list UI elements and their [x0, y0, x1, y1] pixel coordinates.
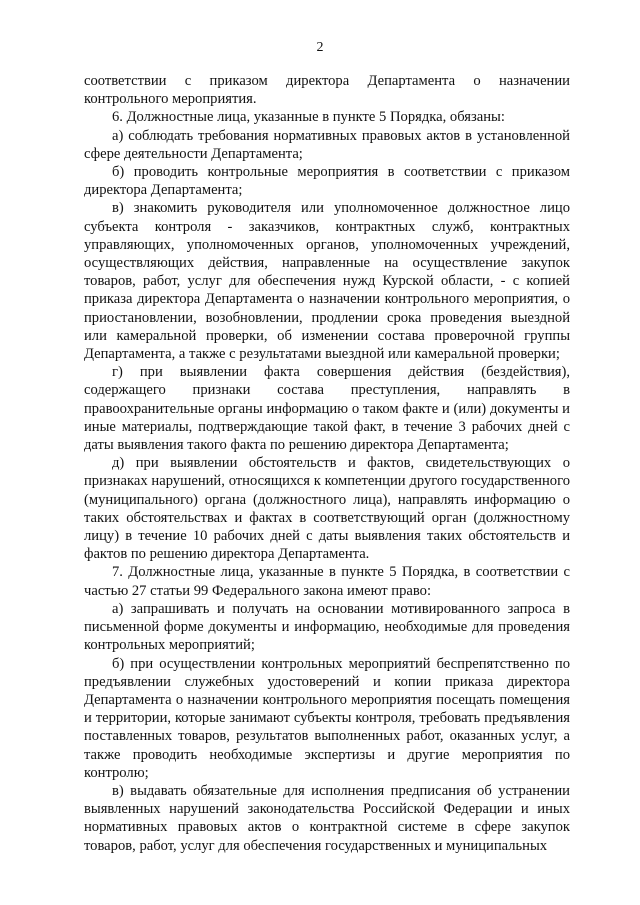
paragraph-6b: б) проводить контрольные мероприятия в соответствии с приказом директора Департамента; [84, 164, 570, 199]
paragraph-6g: г) при выявлении факта совершения действия (бездействия), содержащего признаки состава преступления, направлять в правоохранительные органы информацию о таком факте и (или) документы и иные материалы, подтверждающие такой факт, в течение 3 рабочих дней с даты выявления такого факта по решению директора Департамента; [84, 364, 570, 454]
paragraph-7v: в) выдавать обязательные для исполнения предписания об устранении выявленных нарушений законодательства Российской Федерации и иных нормативных правовых актов о контрактной системе в сфере закупок товаров, работ, услуг для обеспечения государственных и муниципальных [84, 782, 570, 854]
paragraph-6v: в) знакомить руководителя или уполномоченное должностное лицо субъекта контроля - заказчиков, контрактных служб, контрактных управляющих, уполномоченных органов, уполномоченных учреждений, осуществляющих действия, направленные на осуществление закупок товаров, работ, услуг для обеспечения нужд Курской области, - с копией приказа директора Департамента о назначении контрольного мероприятия, о приостановлении, возобновлении, продлении срока проведения выездной или камеральной проверки, об изменении состава проверочной группы Департамента, а также с результатами выездной или камеральной проверки; [84, 200, 570, 363]
page-number: 2 [316, 40, 324, 55]
paragraph-continuation: соответствии с приказом директора Департамента о назначении контрольного мероприятия. [84, 73, 570, 108]
paragraph-6d: д) при выявлении обстоятельств и фактов, свидетельствующих о признаках нарушений, относящихся к компетенции другого государственного (муниципального) органа (должностного лица), направлять информацию о таких обстоятельствах и фактах в соответствующий орган (должностному лицу) в течение 10 рабочих дней с даты выявления таких обстоятельств и фактов по решению директора Департамента. [84, 455, 570, 563]
paragraph-7a: а) запрашивать и получать на основании мотивированного запроса в письменной форме документы и информацию, необходимые для проведения контрольных мероприятий; [84, 600, 570, 654]
document-body [84, 72, 570, 855]
paragraph-item-6: 6. Должностные лица, указанные в пункте 5 Порядка, обязаны: [112, 109, 505, 126]
paragraph-item-7: 7. Должностные лица, указанные в пункте 5 Порядка, в соответствии с частью 27 статьи 99 Федерального закона имеют право: [84, 564, 570, 599]
paragraph-6a: а) соблюдать требования нормативных правовых актов в установленной сфере деятельности Департамента; [84, 127, 570, 162]
paragraph-7b: б) при осуществлении контрольных мероприятий беспрепятственно по предъявлении служебных удостоверений и копии приказа директора Департамента о назначении контрольного мероприятия посещать помещения и территории, которые занимают субъекты контроля, требовать предъявления поставленных товаров, результатов выполненных работ, оказанных услуг, а также проводить необходимые экспертизы и другие мероприятия по контролю; [84, 655, 570, 781]
